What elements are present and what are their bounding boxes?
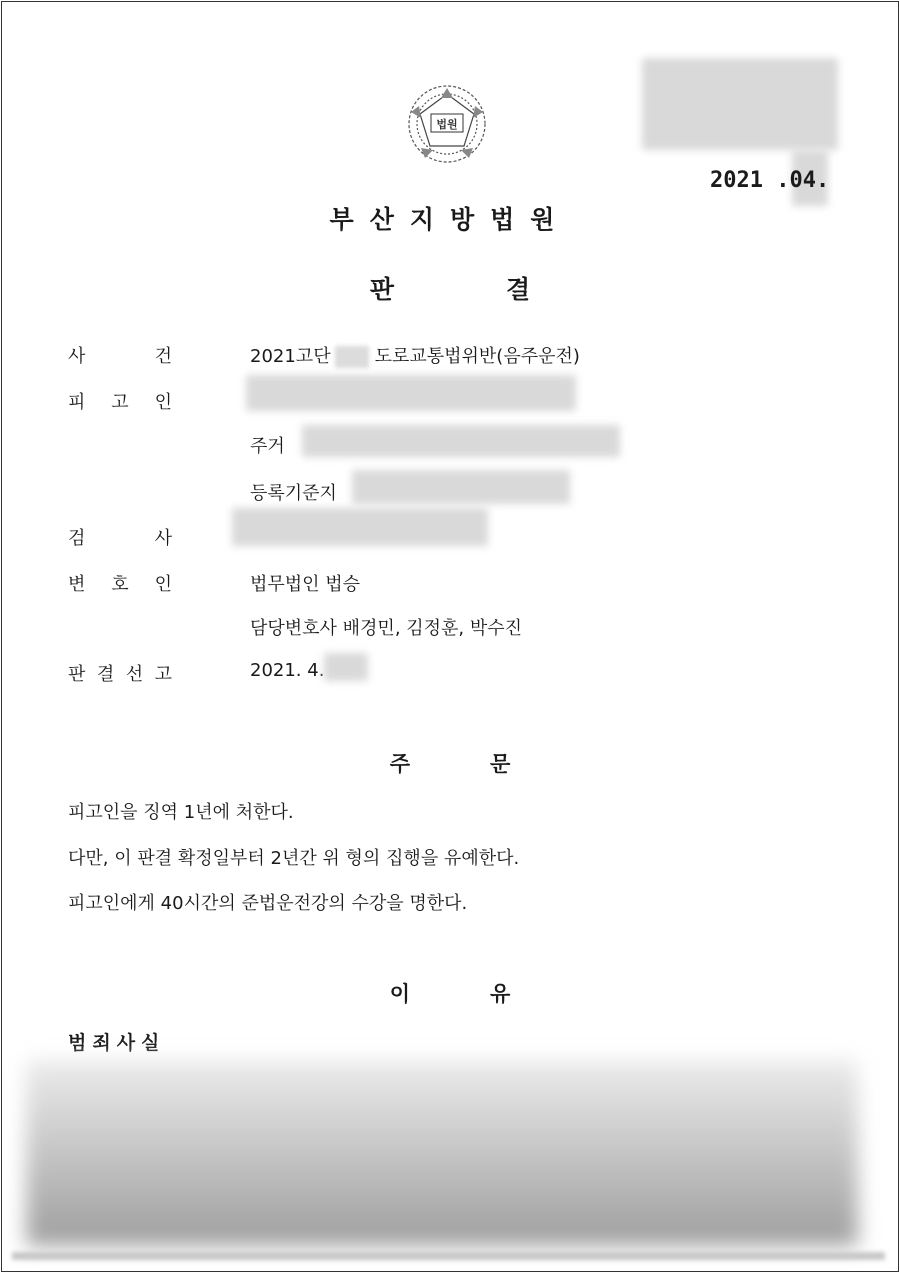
label-char: 사 [68, 346, 86, 367]
criminal-facts-heading: 범죄사실 [68, 1032, 166, 1054]
label-char: 결 [96, 664, 115, 685]
label-char: 사 [154, 528, 172, 549]
label-char: 변 [68, 574, 86, 595]
defendant-label [68, 388, 172, 414]
ruling-heading [2, 748, 898, 778]
seal-text: 법원 [436, 118, 458, 131]
label-char: 호 [111, 574, 129, 595]
label-char: 검 [68, 528, 86, 549]
sentence-date-value: 2021. 4. [250, 660, 325, 681]
redacted-sentence-day [324, 653, 368, 681]
ruling-line: 다만, 이 판결 확정일부터 2년간 위 형의 집행을 유예한다. [68, 848, 520, 869]
ruling-heading-char-2: 문 [490, 752, 511, 776]
label-char: 판 [68, 664, 86, 685]
label-char: 피 [68, 392, 86, 413]
redacted-prosecutor [232, 508, 488, 546]
case-value [250, 342, 580, 368]
case-label [68, 342, 172, 368]
redacted-registry [352, 470, 570, 504]
counsel-label [68, 570, 172, 596]
address-label: 주거 [250, 436, 285, 457]
redacted-header-block [642, 58, 838, 150]
label-char: 고 [111, 392, 129, 413]
document-page [1, 1, 899, 1272]
law-firm: 법무법인 법승 [250, 574, 361, 595]
stamped-date: 2021 .04. [710, 168, 830, 193]
label-char: 선 [125, 664, 144, 685]
court-name: 부산지방법원 [329, 205, 571, 234]
reasons-heading-char-1: 이 [389, 982, 410, 1006]
redacted-body-text [26, 1060, 858, 1246]
registry-label: 등록기준지 [250, 483, 337, 504]
case-number-prefix: 2021고단 [250, 346, 331, 367]
reasons-heading-char-2: 유 [490, 982, 511, 1006]
label-char: 건 [154, 346, 172, 367]
label-char: 인 [154, 574, 172, 595]
document-title [2, 270, 898, 306]
sentence-date-label [68, 660, 172, 686]
title-char-1: 판 [369, 275, 394, 304]
redacted-case-number [335, 346, 369, 368]
court-seal-icon [397, 80, 497, 166]
redacted-defendant-name [246, 375, 576, 411]
case-title: 도로교통법위반(음주운전) [374, 346, 580, 367]
ruling-line: 피고인에게 40시간의 준법운전강의 수강을 명한다. [68, 893, 468, 914]
title-char-2: 결 [506, 275, 531, 304]
prosecutor-label [68, 524, 172, 550]
page-edge-shadow [12, 1252, 885, 1260]
ruling-line: 피고인을 징역 1년에 처한다. [68, 802, 294, 823]
ruling-heading-char-1: 주 [389, 752, 410, 776]
redacted-address [302, 425, 620, 457]
label-char: 고 [154, 664, 172, 685]
reasons-heading [2, 978, 898, 1008]
label-char: 인 [154, 392, 172, 413]
lawyers-list: 담당변호사 배경민, 김정훈, 박수진 [250, 618, 523, 639]
